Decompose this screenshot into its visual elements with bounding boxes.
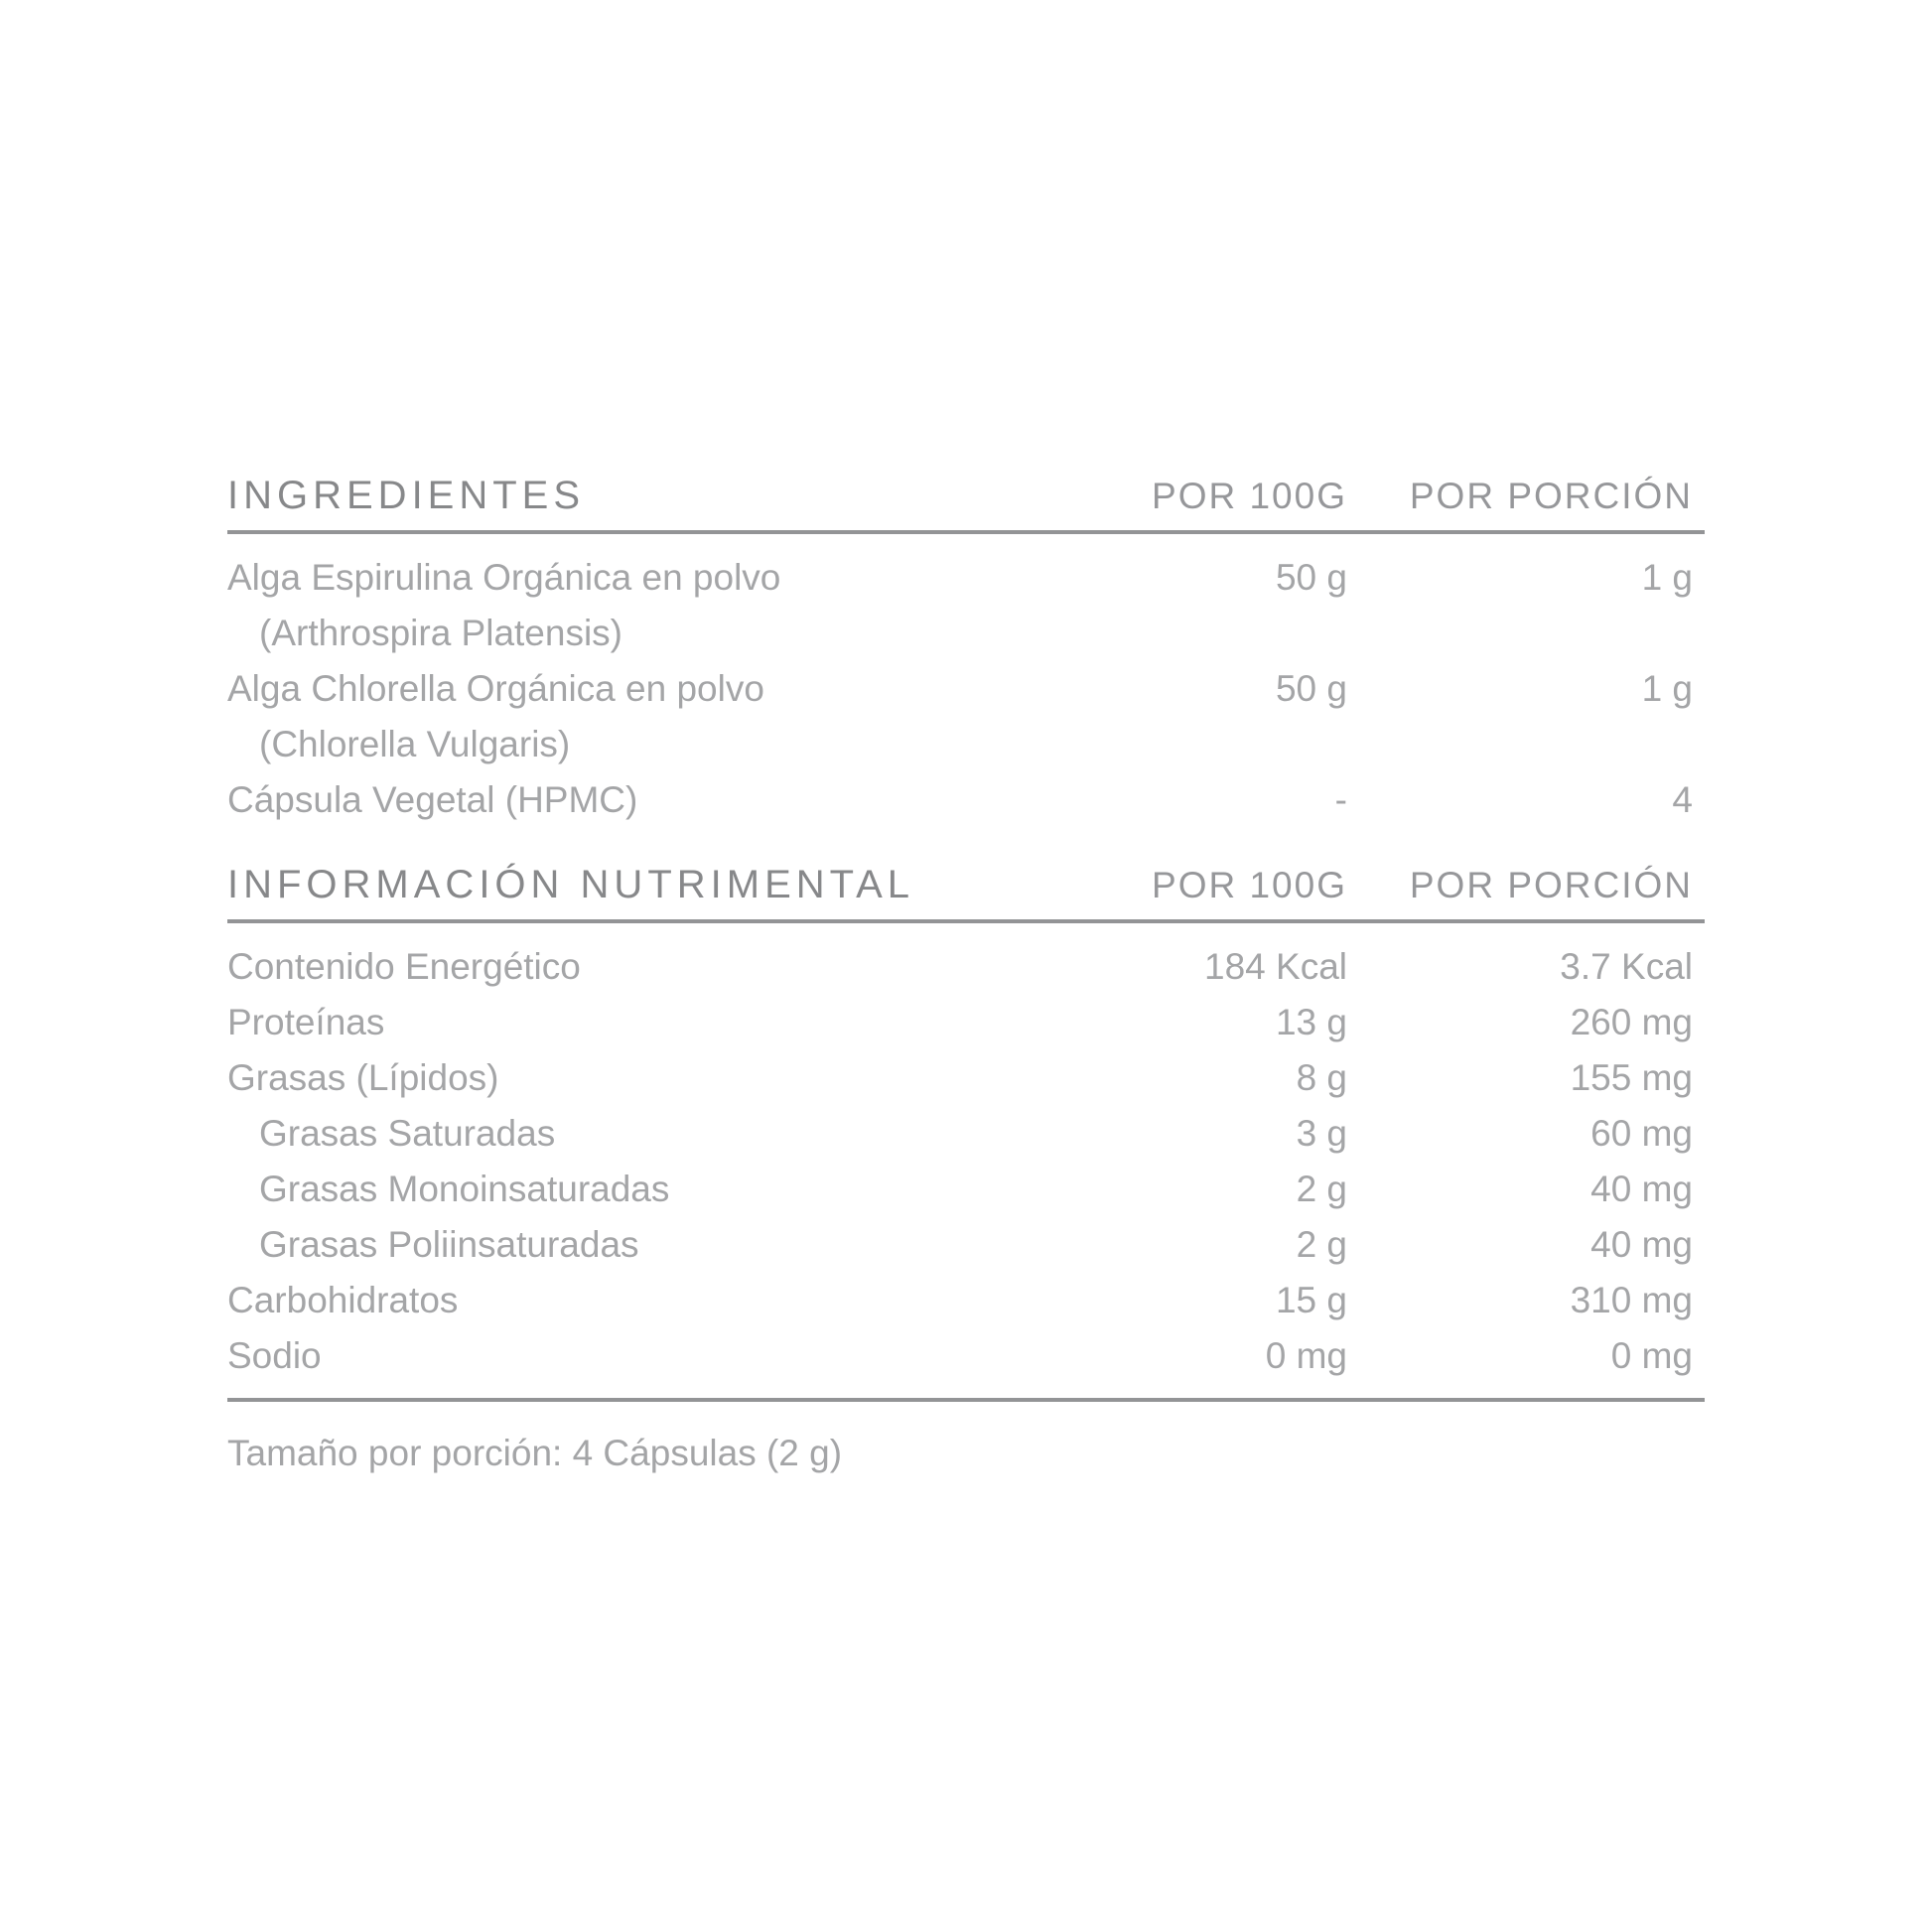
nutrient-name: Grasas (Lípidos) [227, 1057, 499, 1098]
value-per-serving: 260 mg [1570, 1002, 1693, 1042]
nutrition-rows [227, 923, 1705, 1402]
value-per-100g: 3 g [1296, 1113, 1347, 1154]
value-per-serving: 155 mg [1570, 1057, 1693, 1098]
column-header-per-100g: POR 100G [1152, 476, 1347, 516]
table-row [227, 772, 1705, 828]
table-row [227, 1050, 1705, 1106]
value-per-100g: 50 g [1275, 557, 1347, 598]
serving-size-note: Tamaño por porción: 4 Cápsulas (2 g) [227, 1433, 843, 1473]
table-row [227, 1273, 1705, 1328]
value-per-serving: 310 mg [1570, 1280, 1693, 1320]
value-per-serving: 1 g [1641, 557, 1693, 598]
ingredients-header-row [227, 473, 1705, 534]
ingredient-scientific-name: (Chlorella Vulgaris) [259, 724, 571, 764]
table-row [227, 1217, 1705, 1273]
value-per-100g: 8 g [1296, 1057, 1347, 1098]
value-per-serving: 1 g [1641, 668, 1693, 709]
value-per-100g: 50 g [1275, 668, 1347, 709]
value-per-serving: 3.7 Kcal [1560, 946, 1693, 987]
column-header-per-serving: POR PORCIÓN [1409, 476, 1693, 516]
nutrition-header-row [227, 862, 1705, 923]
value-per-100g: 2 g [1296, 1169, 1347, 1209]
value-per-100g: 15 g [1275, 1280, 1347, 1320]
ingredient-name: Cápsula Vegetal (HPMC) [227, 779, 638, 820]
table-row-subline [227, 717, 1705, 772]
column-header-per-serving: POR PORCIÓN [1409, 865, 1693, 905]
table-row [227, 1106, 1705, 1162]
nutrient-name: Grasas Saturadas [259, 1113, 556, 1154]
value-per-serving: 40 mg [1590, 1224, 1693, 1265]
table-row-subline [227, 606, 1705, 661]
table-row [227, 995, 1705, 1050]
table-row [227, 939, 1705, 995]
table-row [227, 550, 1705, 606]
section-title-ingredients: INGREDIENTES [227, 474, 586, 517]
value-per-100g: - [1334, 779, 1347, 820]
nutrition-section [227, 862, 1705, 1402]
section-title-nutrition: INFORMACIÓN NUTRIMENTAL [227, 863, 915, 906]
nutrient-name: Grasas Poliinsaturadas [259, 1224, 639, 1265]
value-per-serving: 60 mg [1590, 1113, 1693, 1154]
ingredient-name: Alga Chlorella Orgánica en polvo [227, 668, 764, 709]
table-row [227, 1328, 1705, 1384]
nutrition-label [227, 473, 1705, 1481]
value-per-100g: 2 g [1296, 1224, 1347, 1265]
ingredient-scientific-name: (Arthrospira Platensis) [259, 613, 623, 653]
nutrient-name: Carbohidratos [227, 1280, 459, 1320]
value-per-serving: 0 mg [1610, 1335, 1693, 1376]
nutrient-name: Sodio [227, 1335, 322, 1376]
ingredient-name: Alga Espirulina Orgánica en polvo [227, 557, 781, 598]
value-per-100g: 184 Kcal [1204, 946, 1347, 987]
ingredients-section [227, 473, 1705, 862]
value-per-100g: 13 g [1275, 1002, 1347, 1042]
table-row [227, 1162, 1705, 1217]
ingredients-rows [227, 534, 1705, 862]
table-row [227, 661, 1705, 717]
nutrient-name: Grasas Monoinsaturadas [259, 1169, 670, 1209]
nutrient-name: Contenido Energético [227, 946, 581, 987]
column-header-per-100g: POR 100G [1152, 865, 1347, 905]
value-per-serving: 4 [1672, 779, 1693, 820]
value-per-100g: 0 mg [1265, 1335, 1347, 1376]
nutrient-name: Proteínas [227, 1002, 385, 1042]
value-per-serving: 40 mg [1590, 1169, 1693, 1209]
